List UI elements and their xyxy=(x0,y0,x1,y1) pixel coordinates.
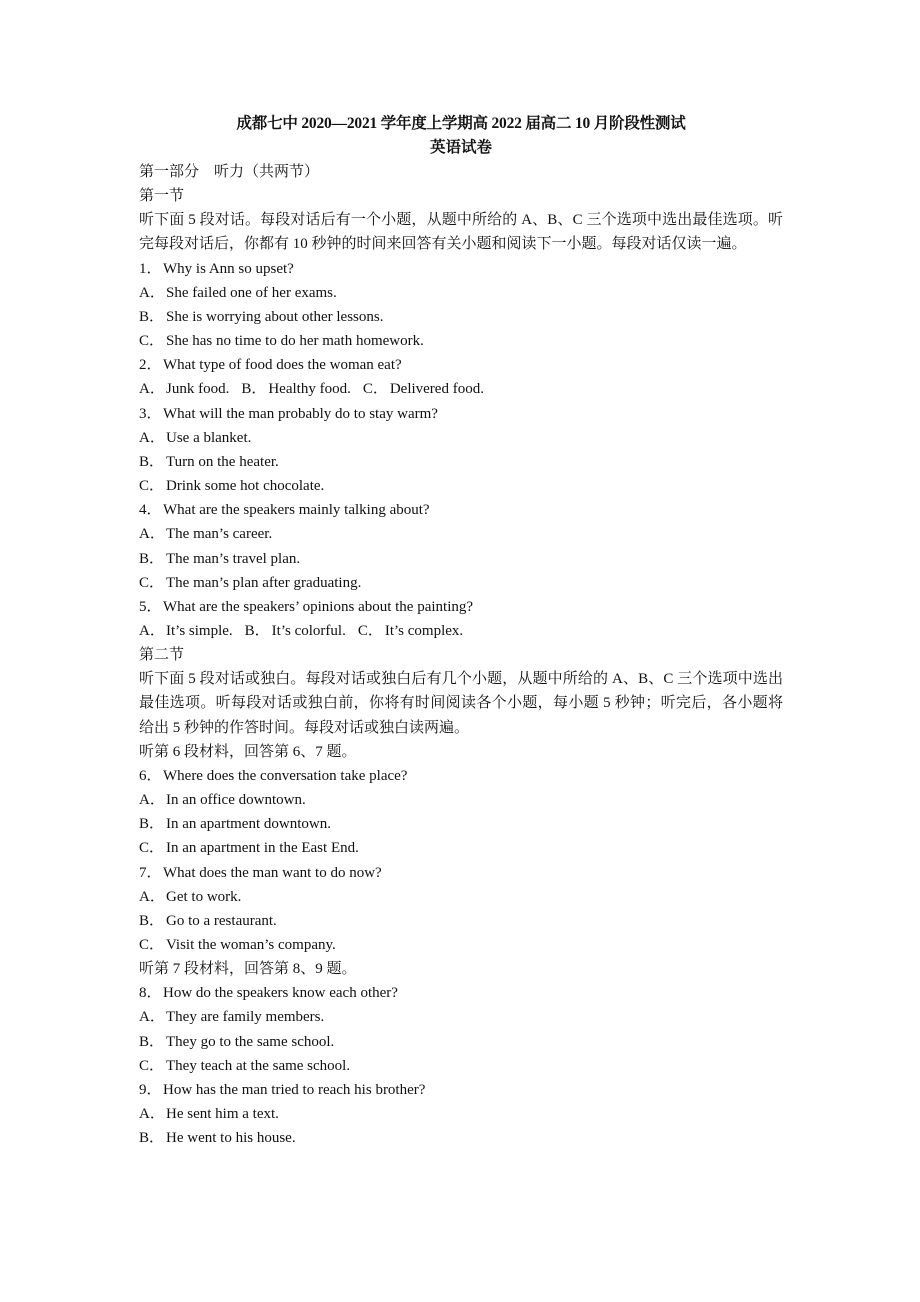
option-text: He sent him a text. xyxy=(166,1106,279,1123)
question-text: How has the man tried to reach his brother? xyxy=(163,1081,426,1098)
question-4-option-b xyxy=(139,547,783,571)
question-number: 5． xyxy=(139,598,162,615)
option-text: In an apartment in the East End. xyxy=(166,840,359,857)
question-6-option-b xyxy=(139,812,783,836)
option-text: It’s complex. xyxy=(384,622,464,639)
part-heading-title: 听力（共两节） xyxy=(214,164,320,180)
question-3-option-a xyxy=(139,426,783,450)
option-label: A． xyxy=(139,792,165,809)
option-label: A． xyxy=(139,381,165,398)
question-3 xyxy=(139,402,783,426)
question-1-option-c xyxy=(139,329,783,353)
option-text: They are family members. xyxy=(166,1009,325,1026)
group-intro: 听第 6 段材料，回答第 6、7 题。 xyxy=(139,743,357,760)
option-label: B． xyxy=(139,453,165,470)
question-number: 3． xyxy=(139,405,162,422)
question-4-option-c xyxy=(139,571,783,595)
section1-instructions: 听下面 5 段对话。每段对话后有一个小题，从题中所给的 A、B、C 三个选项中选出最佳选项。听完每段对话后，你都有 10 秒钟的时间来回答有关小题和阅读下一小题。每段对话仅读一遍。 xyxy=(139,212,783,253)
question-number: 7． xyxy=(139,864,162,881)
question-6-option-a xyxy=(139,788,783,812)
option-label: A． xyxy=(139,1106,165,1123)
question-7-option-c xyxy=(139,933,783,957)
option-label: C． xyxy=(139,840,165,857)
option-label: C． xyxy=(357,622,383,639)
section2-heading: 第二节 xyxy=(139,647,185,664)
option-label: B． xyxy=(244,622,270,639)
option-text: The man’s career. xyxy=(166,526,273,543)
option-label: A． xyxy=(139,1009,165,1026)
option-text: It’s colorful. xyxy=(271,622,346,639)
question-6-option-c xyxy=(139,836,783,860)
question-text: What type of food does the woman eat? xyxy=(163,357,402,374)
option-text: In an office downtown. xyxy=(166,792,306,809)
question-9 xyxy=(139,1078,783,1102)
option-label: A． xyxy=(139,622,165,639)
option-text: It’s simple. xyxy=(166,622,233,639)
question-7 xyxy=(139,861,783,885)
option-label: B． xyxy=(139,550,165,567)
question-1-option-b xyxy=(139,305,783,329)
question-text: What are the speakers mainly talking about? xyxy=(163,502,430,519)
question-8-option-b xyxy=(139,1030,783,1054)
question-6 xyxy=(139,764,783,788)
option-text: In an apartment downtown. xyxy=(166,816,331,833)
option-text: The man’s travel plan. xyxy=(166,550,301,567)
option-text: Delivered food. xyxy=(389,381,484,398)
exam-title: 成都七中 2020—2021 学年度上学期高 2022 届高二 10 月阶段性测试 xyxy=(236,115,686,132)
question-2-options xyxy=(139,377,783,401)
option-text: Use a blanket. xyxy=(166,429,252,446)
option-label: A． xyxy=(139,284,165,301)
question-7-option-a xyxy=(139,885,783,909)
option-label: A． xyxy=(139,429,165,446)
option-text: They teach at the same school. xyxy=(166,1057,351,1074)
question-9-option-a xyxy=(139,1102,783,1126)
option-text: She failed one of her exams. xyxy=(166,284,337,301)
option-text: Drink some hot chocolate. xyxy=(166,478,325,495)
option-text: She has no time to do her math homework. xyxy=(166,333,424,350)
question-5-options xyxy=(139,619,783,643)
question-7-option-b xyxy=(139,909,783,933)
question-1 xyxy=(139,257,783,281)
option-text: They go to the same school. xyxy=(166,1033,335,1050)
option-text: Healthy food. xyxy=(268,381,351,398)
option-label: C． xyxy=(139,478,165,495)
question-number: 2． xyxy=(139,357,162,374)
question-text: Where does the conversation take place? xyxy=(163,767,408,784)
question-number: 1． xyxy=(139,260,162,277)
option-text: The man’s plan after graduating. xyxy=(166,574,362,591)
option-label: C． xyxy=(139,333,165,350)
question-8-option-c xyxy=(139,1054,783,1078)
option-label: C． xyxy=(139,1057,165,1074)
exam-page xyxy=(139,112,783,1150)
question-8-option-a xyxy=(139,1005,783,1029)
option-text: Get to work. xyxy=(166,888,242,905)
option-label: B． xyxy=(139,912,165,929)
question-text: What will the man probably do to stay warm? xyxy=(163,405,438,422)
question-text: What does the man want to do now? xyxy=(163,864,382,881)
question-5 xyxy=(139,595,783,619)
option-label: C． xyxy=(362,381,388,398)
question-3-option-b xyxy=(139,450,783,474)
question-1-option-a xyxy=(139,281,783,305)
section1-heading: 第一节 xyxy=(139,188,185,205)
part-heading xyxy=(139,160,783,184)
part-heading-label: 第一部分 xyxy=(139,164,200,180)
option-label: B． xyxy=(139,1033,165,1050)
question-number: 9． xyxy=(139,1081,162,1098)
option-label: B． xyxy=(241,381,267,398)
option-label: C． xyxy=(139,937,165,953)
option-label: B． xyxy=(139,308,165,325)
question-number: 6． xyxy=(139,767,162,784)
question-2 xyxy=(139,353,783,377)
question-4 xyxy=(139,498,783,522)
question-9-option-b xyxy=(139,1126,783,1150)
option-label: C． xyxy=(139,574,165,591)
question-number: 8． xyxy=(139,985,162,1002)
option-label: B． xyxy=(139,1130,165,1147)
option-text: He went to his house. xyxy=(166,1130,296,1147)
exam-subtitle: 英语试卷 xyxy=(429,139,492,156)
section2-instructions: 听下面 5 段对话或独白。每段对话或独白后有几个小题，从题中所给的 A、B、C 三个选项中选出最佳选项。听每段对话或独白前，你将有时间阅读各个小题，每小题 5 秒钟；听完后，各小题将给出 5 秒钟的作答时间。每段对话或独白读两遍。 xyxy=(139,671,783,736)
option-text: Go to a restaurant. xyxy=(166,912,277,929)
option-text: Turn on the heater. xyxy=(166,453,279,470)
group-intro: 听第 7 段材料，回答第 8、9 题。 xyxy=(139,961,357,978)
question-text: How do the speakers know each other? xyxy=(163,985,398,1002)
option-text: Junk food. xyxy=(166,381,230,398)
question-3-option-c xyxy=(139,474,783,498)
question-text: Why is Ann so upset? xyxy=(163,260,294,277)
option-label: A． xyxy=(139,888,165,905)
question-8 xyxy=(139,981,783,1005)
question-text: What are the speakers’ opinions about the painting? xyxy=(163,598,474,615)
option-text: She is worrying about other lessons. xyxy=(166,308,384,325)
question-number: 4． xyxy=(139,502,162,519)
option-label: A． xyxy=(139,526,165,543)
question-4-option-a xyxy=(139,522,783,546)
option-text: Visit the woman’s company. xyxy=(166,937,336,953)
option-label: B． xyxy=(139,816,165,833)
